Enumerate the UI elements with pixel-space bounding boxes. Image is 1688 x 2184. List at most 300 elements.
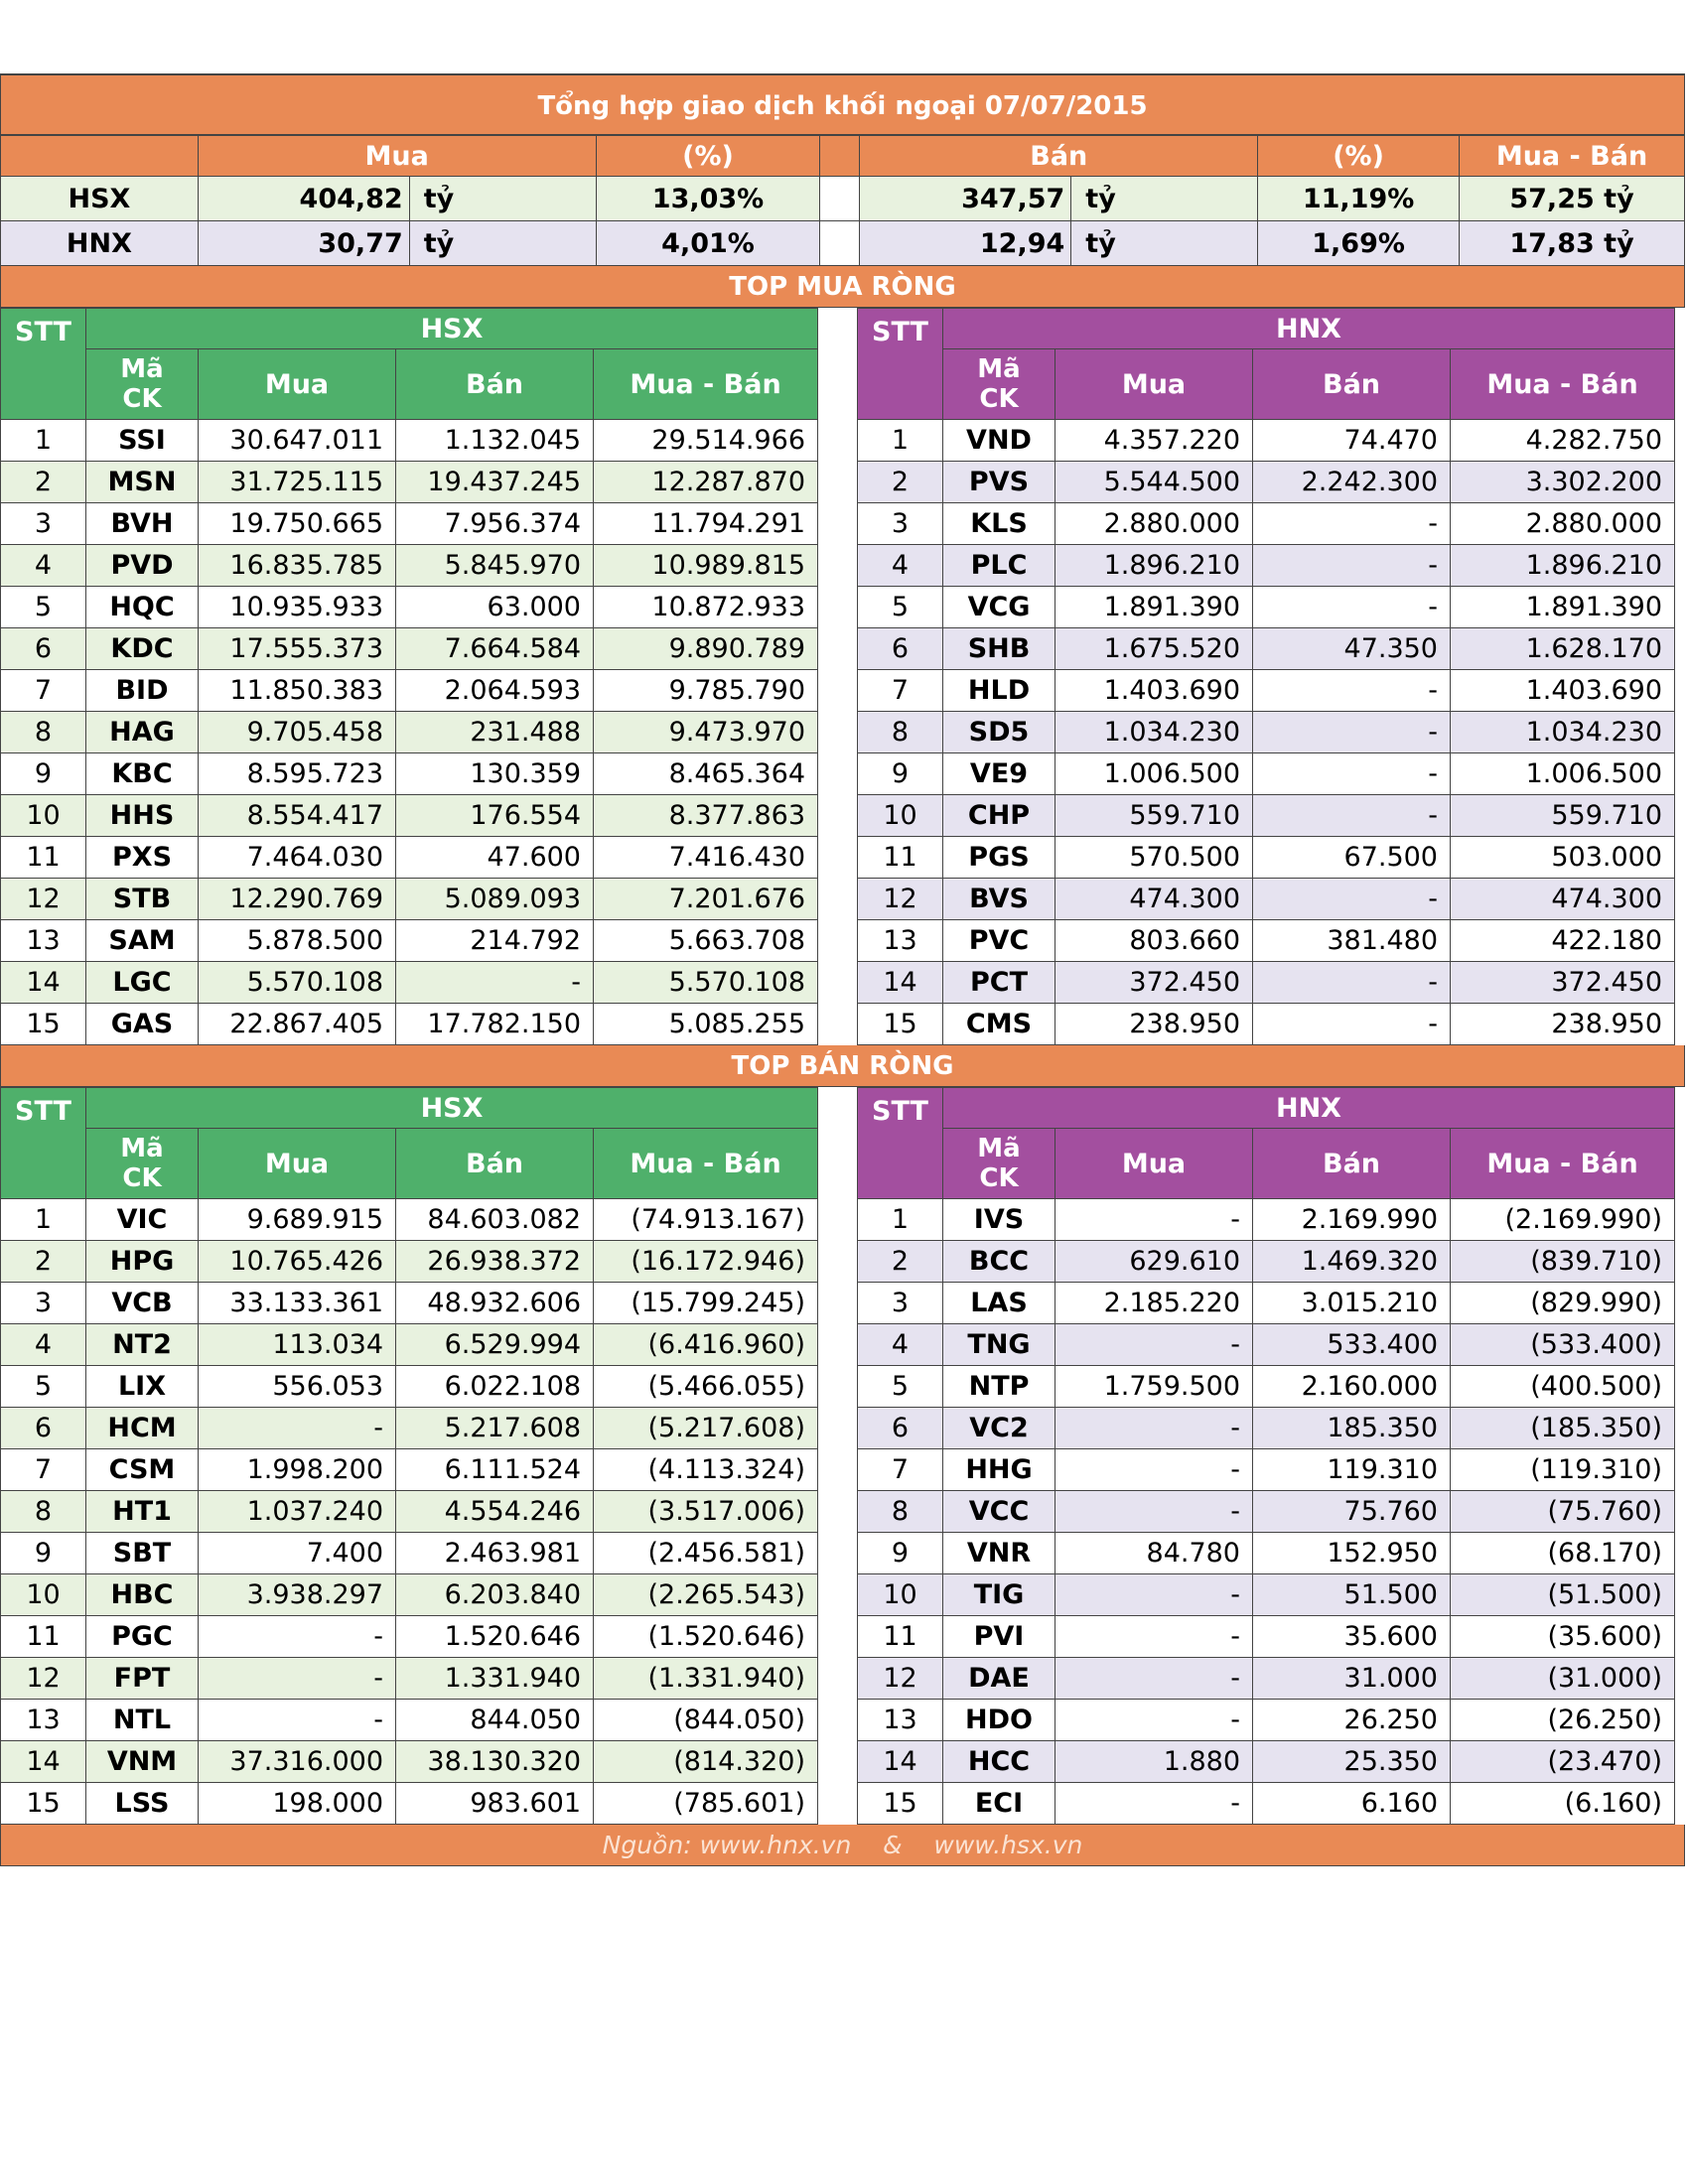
row-stt: 11 (858, 1616, 943, 1658)
sell-value: 381.480 (1253, 920, 1451, 962)
net-value: (15.799.245) (594, 1283, 818, 1324)
sell-value: 47.600 (396, 837, 594, 879)
table-row (1, 1616, 1675, 1658)
stock-code: PVD (86, 545, 199, 587)
section-title: TOP MUA RÒNG (0, 266, 1685, 308)
summary-header-buy-pct: (%) (596, 136, 820, 177)
stock-code: LIX (86, 1366, 199, 1408)
summary-gap (820, 221, 860, 266)
row-stt: 7 (1, 1449, 86, 1491)
row-stt: 9 (1, 753, 86, 795)
buy-value: 12.290.769 (199, 879, 396, 920)
summary-header-blank (1, 136, 199, 177)
net-value: (51.500) (1451, 1574, 1675, 1616)
sell-value: - (1253, 962, 1451, 1004)
net-value: (400.500) (1451, 1366, 1675, 1408)
sell-value: 84.603.082 (396, 1199, 594, 1241)
column-header-net: Mua - Bán (594, 1129, 818, 1199)
row-stt: 6 (1, 628, 86, 670)
summary-exchange: HNX (1, 221, 199, 266)
sell-value: 152.950 (1253, 1533, 1451, 1574)
table-row (1, 1199, 1675, 1241)
stock-code: DAE (943, 1658, 1055, 1700)
table-row (1, 503, 1675, 545)
row-stt: 4 (858, 545, 943, 587)
buy-value: 1.998.200 (199, 1449, 396, 1491)
row-stt: 5 (858, 1366, 943, 1408)
row-stt: 3 (858, 503, 943, 545)
buy-value: 1.891.390 (1055, 587, 1253, 628)
row-stt: 11 (858, 837, 943, 879)
stock-code: PVS (943, 462, 1055, 503)
stock-code: VNR (943, 1533, 1055, 1574)
exchange-header: HSX (86, 309, 818, 349)
table-row (1, 670, 1675, 712)
buy-value: 2.185.220 (1055, 1283, 1253, 1324)
column-gap (818, 1449, 858, 1491)
column-gap (818, 587, 858, 628)
net-value: (785.601) (594, 1783, 818, 1825)
sell-value: 214.792 (396, 920, 594, 962)
row-stt: 3 (1, 1283, 86, 1324)
buy-value: 1.759.500 (1055, 1366, 1253, 1408)
sell-value: 31.000 (1253, 1658, 1451, 1700)
summary-header-net: Mua - Bán (1460, 136, 1685, 177)
stock-code: BVH (86, 503, 199, 545)
stock-code: HQC (86, 587, 199, 628)
buy-value: 8.554.417 (199, 795, 396, 837)
buy-value: 37.316.000 (199, 1741, 396, 1783)
buy-value: 10.935.933 (199, 587, 396, 628)
column-header-buy: Mua (199, 1129, 396, 1199)
summary-buy-unit: tỷ (409, 221, 596, 266)
sell-value: 2.169.990 (1253, 1199, 1451, 1241)
buy-value: 31.725.115 (199, 462, 396, 503)
row-stt: 15 (1, 1004, 86, 1045)
summary-header-row (1, 136, 1685, 177)
table-row (1, 920, 1675, 962)
stock-code: SD5 (943, 712, 1055, 753)
net-value: 5.663.708 (594, 920, 818, 962)
column-header-code (943, 349, 1055, 420)
row-stt: 1 (1, 1199, 86, 1241)
stock-code: TNG (943, 1324, 1055, 1366)
column-gap (818, 420, 858, 462)
stock-code: BCC (943, 1241, 1055, 1283)
stock-code: HLD (943, 670, 1055, 712)
summary-buy-value: 404,82 (198, 177, 409, 221)
net-value: 1.034.230 (1451, 712, 1675, 753)
net-value: 1.006.500 (1451, 753, 1675, 795)
row-stt: 5 (1, 1366, 86, 1408)
stock-code: VC2 (943, 1408, 1055, 1449)
sell-value: 6.529.994 (396, 1324, 594, 1366)
column-header-code-line: Mã (120, 1134, 164, 1163)
sell-value: - (1253, 712, 1451, 753)
row-stt: 5 (1, 587, 86, 628)
summary-header-sell: Bán (860, 136, 1258, 177)
buy-value: 9.705.458 (199, 712, 396, 753)
stock-code: HAG (86, 712, 199, 753)
buy-value: 1.896.210 (1055, 545, 1253, 587)
buy-value: - (1055, 1408, 1253, 1449)
net-value: (5.466.055) (594, 1366, 818, 1408)
buy-value: 1.034.230 (1055, 712, 1253, 753)
buy-value: - (1055, 1324, 1253, 1366)
buy-value: 7.400 (199, 1533, 396, 1574)
summary-header-buy: Mua (198, 136, 596, 177)
sell-value: 2.064.593 (396, 670, 594, 712)
summary-sell-value: 347,57 (860, 177, 1071, 221)
sell-value: 1.469.320 (1253, 1241, 1451, 1283)
report-title: Tổng hợp giao dịch khối ngoại 07/07/2015 (0, 73, 1685, 135)
buy-value: 22.867.405 (199, 1004, 396, 1045)
column-gap (818, 1283, 858, 1324)
row-stt: 9 (1, 1533, 86, 1574)
buy-value: 803.660 (1055, 920, 1253, 962)
sell-value: - (1253, 503, 1451, 545)
source-footer (0, 1825, 1685, 1866)
net-value: (533.400) (1451, 1324, 1675, 1366)
exchange-header: HSX (86, 1088, 818, 1129)
sell-value: 19.437.245 (396, 462, 594, 503)
buy-value: 5.878.500 (199, 920, 396, 962)
column-gap (818, 1491, 858, 1533)
net-value: (23.470) (1451, 1741, 1675, 1783)
sell-value: 1.331.940 (396, 1658, 594, 1700)
net-value: (3.517.006) (594, 1491, 818, 1533)
row-stt: 9 (858, 1533, 943, 1574)
sell-value: 119.310 (1253, 1449, 1451, 1491)
table-row (1, 1241, 1675, 1283)
row-stt: 15 (858, 1004, 943, 1045)
sell-value: 7.956.374 (396, 503, 594, 545)
summary-net: 17,83 tỷ (1460, 221, 1685, 266)
row-stt: 10 (858, 795, 943, 837)
column-header-code-line: Mã (977, 1134, 1021, 1163)
buy-value: 2.880.000 (1055, 503, 1253, 545)
net-value: 422.180 (1451, 920, 1675, 962)
column-gap (818, 1408, 858, 1449)
buy-value: 238.950 (1055, 1004, 1253, 1045)
column-gap (818, 795, 858, 837)
column-gap (818, 1658, 858, 1700)
sell-value: - (1253, 545, 1451, 587)
net-value: (31.000) (1451, 1658, 1675, 1700)
stock-code: ECI (943, 1783, 1055, 1825)
buy-value: - (1055, 1783, 1253, 1825)
net-value: 1.628.170 (1451, 628, 1675, 670)
row-stt: 6 (1, 1408, 86, 1449)
buy-value: 570.500 (1055, 837, 1253, 879)
table-row (1, 1658, 1675, 1700)
stock-code: PXS (86, 837, 199, 879)
net-value: 10.989.815 (594, 545, 818, 587)
stock-code: PVI (943, 1616, 1055, 1658)
sell-value: 17.782.150 (396, 1004, 594, 1045)
sell-value: - (1253, 753, 1451, 795)
table-row (1, 545, 1675, 587)
net-value: (16.172.946) (594, 1241, 818, 1283)
stock-code: PVC (943, 920, 1055, 962)
net-value: (26.250) (1451, 1700, 1675, 1741)
row-stt: 4 (858, 1324, 943, 1366)
table-row (1, 1783, 1675, 1825)
summary-exchange: HSX (1, 177, 199, 221)
buy-value: - (1055, 1616, 1253, 1658)
sell-value: 533.400 (1253, 1324, 1451, 1366)
sell-value: 51.500 (1253, 1574, 1451, 1616)
row-stt: 3 (1, 503, 86, 545)
row-stt: 12 (858, 1658, 943, 1700)
summary-buy-pct: 4,01% (596, 221, 820, 266)
sell-value: 26.938.372 (396, 1241, 594, 1283)
sell-value: 130.359 (396, 753, 594, 795)
row-stt: 2 (858, 462, 943, 503)
row-stt: 7 (858, 670, 943, 712)
sell-value: - (1253, 795, 1451, 837)
column-gap (818, 503, 858, 545)
sell-value: 6.022.108 (396, 1366, 594, 1408)
net-value: 2.880.000 (1451, 503, 1675, 545)
net-value: 7.201.676 (594, 879, 818, 920)
column-header-code-line: Mã (120, 354, 164, 384)
column-gap (818, 462, 858, 503)
net-value: (35.600) (1451, 1616, 1675, 1658)
sell-value: 176.554 (396, 795, 594, 837)
sell-value: 47.350 (1253, 628, 1451, 670)
row-stt: 8 (1, 1491, 86, 1533)
column-gap (818, 1533, 858, 1574)
buy-value: 8.595.723 (199, 753, 396, 795)
column-header-code-line: CK (122, 1163, 162, 1193)
sell-value: 3.015.210 (1253, 1283, 1451, 1324)
stock-code: SBT (86, 1533, 199, 1574)
column-header-sell: Bán (396, 1129, 594, 1199)
column-gap (818, 962, 858, 1004)
sell-value: 6.203.840 (396, 1574, 594, 1616)
buy-value: 198.000 (199, 1783, 396, 1825)
stock-code: VIC (86, 1199, 199, 1241)
summary-sell-unit: tỷ (1071, 177, 1258, 221)
net-value: (829.990) (1451, 1283, 1675, 1324)
column-gap (818, 1324, 858, 1366)
buy-value: 5.544.500 (1055, 462, 1253, 503)
column-gap (818, 628, 858, 670)
stock-code: HCM (86, 1408, 199, 1449)
buy-value: 4.357.220 (1055, 420, 1253, 462)
row-stt: 2 (1, 462, 86, 503)
column-gap (818, 1088, 858, 1199)
table-row (1, 753, 1675, 795)
stock-code: VNM (86, 1741, 199, 1783)
buy-value: 17.555.373 (199, 628, 396, 670)
net-value: (2.265.543) (594, 1574, 818, 1616)
stock-code: PGS (943, 837, 1055, 879)
sell-value: 35.600 (1253, 1616, 1451, 1658)
table-row (1, 1366, 1675, 1408)
stock-code: SAM (86, 920, 199, 962)
summary-sell-value: 12,94 (860, 221, 1071, 266)
buy-value: - (199, 1408, 396, 1449)
sell-value: 2.242.300 (1253, 462, 1451, 503)
table-row (1, 1700, 1675, 1741)
stock-code: HDO (943, 1700, 1055, 1741)
net-value: 474.300 (1451, 879, 1675, 920)
net-value: 1.891.390 (1451, 587, 1675, 628)
table-row (1, 462, 1675, 503)
row-stt: 6 (858, 1408, 943, 1449)
column-header-buy: Mua (1055, 349, 1253, 420)
stock-code: TIG (943, 1574, 1055, 1616)
column-header-stt: STT (858, 1088, 943, 1199)
net-value: 8.465.364 (594, 753, 818, 795)
row-stt: 12 (1, 879, 86, 920)
row-stt: 2 (858, 1241, 943, 1283)
buy-value: 33.133.361 (199, 1283, 396, 1324)
column-gap (818, 545, 858, 587)
column-header-net: Mua - Bán (594, 349, 818, 420)
column-gap (818, 879, 858, 920)
stock-code: MSN (86, 462, 199, 503)
buy-value: 30.647.011 (199, 420, 396, 462)
net-value: (119.310) (1451, 1449, 1675, 1491)
table-row (1, 1004, 1675, 1045)
stock-code: GAS (86, 1004, 199, 1045)
summary-table (0, 135, 1685, 266)
column-header-code-line: CK (979, 384, 1019, 414)
buy-value: 1.037.240 (199, 1491, 396, 1533)
stock-code: NT2 (86, 1324, 199, 1366)
buy-value: - (199, 1658, 396, 1700)
stock-code: VND (943, 420, 1055, 462)
column-gap (818, 1241, 858, 1283)
table-row (1, 587, 1675, 628)
stock-code: NTL (86, 1700, 199, 1741)
buy-value: 559.710 (1055, 795, 1253, 837)
row-stt: 3 (858, 1283, 943, 1324)
net-value: 503.000 (1451, 837, 1675, 879)
net-value: (6.160) (1451, 1783, 1675, 1825)
sell-value: - (1253, 879, 1451, 920)
net-value: (844.050) (594, 1700, 818, 1741)
row-stt: 9 (858, 753, 943, 795)
summary-buy-value: 30,77 (198, 221, 409, 266)
sell-value: 74.470 (1253, 420, 1451, 462)
stock-code: NTP (943, 1366, 1055, 1408)
column-header-stt: STT (1, 309, 86, 420)
sell-value: 67.500 (1253, 837, 1451, 879)
table-row (1, 628, 1675, 670)
stock-code: KDC (86, 628, 199, 670)
column-header-code (943, 1129, 1055, 1199)
summary-buy-unit: tỷ (409, 177, 596, 221)
buy-value: - (1055, 1449, 1253, 1491)
summary-row-hsx (1, 177, 1685, 221)
section-title: TOP BÁN RÒNG (0, 1045, 1685, 1087)
net-value: 9.473.970 (594, 712, 818, 753)
table-row (1, 1741, 1675, 1783)
sell-value: 63.000 (396, 587, 594, 628)
buy-value: 16.835.785 (199, 545, 396, 587)
foreign-trading-report (0, 73, 1685, 1866)
row-stt: 13 (858, 1700, 943, 1741)
net-value: 29.514.966 (594, 420, 818, 462)
summary-net: 57,25 tỷ (1460, 177, 1685, 221)
net-value: 372.450 (1451, 962, 1675, 1004)
column-header-net: Mua - Bán (1451, 349, 1675, 420)
row-stt: 11 (1, 837, 86, 879)
stock-code: STB (86, 879, 199, 920)
net-value: (68.170) (1451, 1533, 1675, 1574)
column-header-sell: Bán (396, 349, 594, 420)
row-stt: 7 (1, 670, 86, 712)
source-text: Nguồn: www.hnx.vn & www.hsx.vn (602, 1831, 1083, 1859)
net-value: 559.710 (1451, 795, 1675, 837)
row-stt: 13 (1, 920, 86, 962)
sell-value: 6.111.524 (396, 1449, 594, 1491)
table-row (1, 879, 1675, 920)
row-stt: 10 (1, 795, 86, 837)
summary-sell-pct: 1,69% (1258, 221, 1460, 266)
column-gap (818, 1574, 858, 1616)
net-value: 8.377.863 (594, 795, 818, 837)
column-header-row (1, 1088, 1675, 1129)
net-value: (5.217.608) (594, 1408, 818, 1449)
row-stt: 12 (1, 1658, 86, 1700)
column-gap (818, 1741, 858, 1783)
row-stt: 8 (858, 712, 943, 753)
sell-value: 2.160.000 (1253, 1366, 1451, 1408)
sell-value: - (1253, 1004, 1451, 1045)
column-header-code (86, 1129, 199, 1199)
sell-value: 7.664.584 (396, 628, 594, 670)
table-row (1, 1283, 1675, 1324)
stock-code: IVS (943, 1199, 1055, 1241)
column-gap (818, 1199, 858, 1241)
net-value: 11.794.291 (594, 503, 818, 545)
stock-code: PGC (86, 1616, 199, 1658)
net-value: (6.416.960) (594, 1324, 818, 1366)
buy-value: - (1055, 1700, 1253, 1741)
summary-row-hnx (1, 221, 1685, 266)
stock-code: PCT (943, 962, 1055, 1004)
stock-code: VCC (943, 1491, 1055, 1533)
stock-code: KLS (943, 503, 1055, 545)
net-value: (2.456.581) (594, 1533, 818, 1574)
column-gap (818, 712, 858, 753)
net-value: 1.403.690 (1451, 670, 1675, 712)
column-gap (818, 920, 858, 962)
row-stt: 10 (858, 1574, 943, 1616)
net-value: 4.282.750 (1451, 420, 1675, 462)
stock-code: LGC (86, 962, 199, 1004)
net-value: (185.350) (1451, 1408, 1675, 1449)
net-value: (2.169.990) (1451, 1199, 1675, 1241)
row-stt: 15 (858, 1783, 943, 1825)
stock-code: BID (86, 670, 199, 712)
net-value: 5.085.255 (594, 1004, 818, 1045)
column-header-code-line: CK (979, 1163, 1019, 1193)
row-stt: 11 (1, 1616, 86, 1658)
stock-code: SHB (943, 628, 1055, 670)
net-value: (4.113.324) (594, 1449, 818, 1491)
buy-value: 1.006.500 (1055, 753, 1253, 795)
buy-value: 19.750.665 (199, 503, 396, 545)
column-header-buy: Mua (199, 349, 396, 420)
row-stt: 8 (858, 1491, 943, 1533)
table-row (1, 962, 1675, 1004)
